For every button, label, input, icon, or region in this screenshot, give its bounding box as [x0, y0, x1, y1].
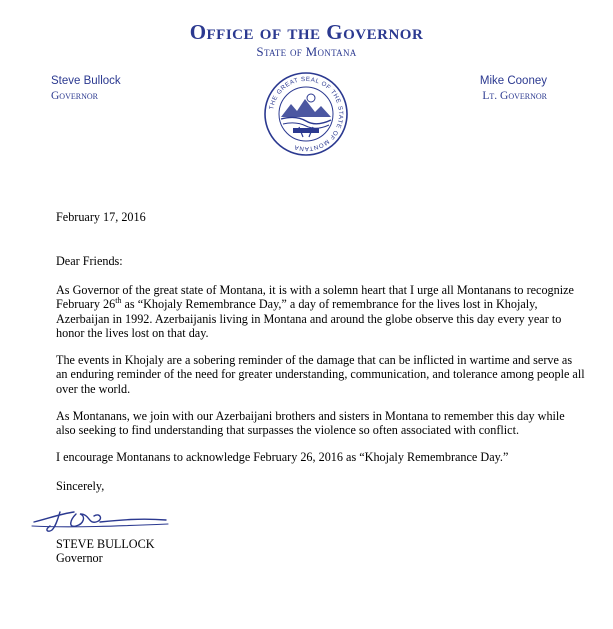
paragraph-1-part-b: as “Khojaly Remembrance Day,” a day of remembrance for the lives lost in Khojaly, Azerbaijan in 1992. Azerbaijanis living in Montana and around the globe observe this day every year to honor the lives lost on that day. [56, 297, 562, 341]
salutation: Dear Friends: [56, 254, 123, 268]
lt-governor-title: Lt. Governor [482, 90, 547, 102]
state-seal [263, 71, 349, 157]
letterhead-title: Office of the Governor [189, 20, 424, 44]
paragraph-1 [56, 283, 586, 341]
letter-date: February 17, 2016 [56, 210, 146, 224]
left-official-block [51, 74, 121, 104]
signer-title: Governor [56, 551, 103, 566]
handwritten-signature [30, 500, 170, 536]
signer-block [56, 537, 155, 566]
letterhead-subtitle: State of Montana [256, 44, 357, 59]
lt-governor-name: Mike Cooney [479, 75, 547, 87]
right-official-block [480, 74, 547, 104]
paragraph-4: I encourage Montanans to acknowledge February 26, 2016 as “Khojaly Remembrance Day.” [56, 450, 509, 464]
closing: Sincerely, [56, 479, 105, 493]
paragraph-2: The events in Khojaly are a sobering reminder of the damage that can be inflicted in wartime and serve as an enduring reminder of the need for greater understanding, communication, and tolerance among people all over the world. [56, 353, 585, 396]
governor-title: Governor [51, 90, 98, 102]
seal-text: THE GREAT SEAL OF THE STATE OF MONTANA [268, 75, 345, 153]
signer-name: STEVE BULLOCK [56, 537, 155, 551]
paragraph-1-part-a: As Governor of the great state of Montana, it is with a solemn heart that I urge all Montanans to recognize February 26 [56, 283, 574, 312]
governor-name: Steve Bullock [51, 75, 121, 87]
ordinal-suffix: th [115, 296, 122, 306]
paragraph-3: As Montanans, we join with our Azerbaijani brothers and sisters in Montana to remember this day while also seeking to find understanding that surpasses the violence so often associated with conflict. [56, 409, 565, 438]
